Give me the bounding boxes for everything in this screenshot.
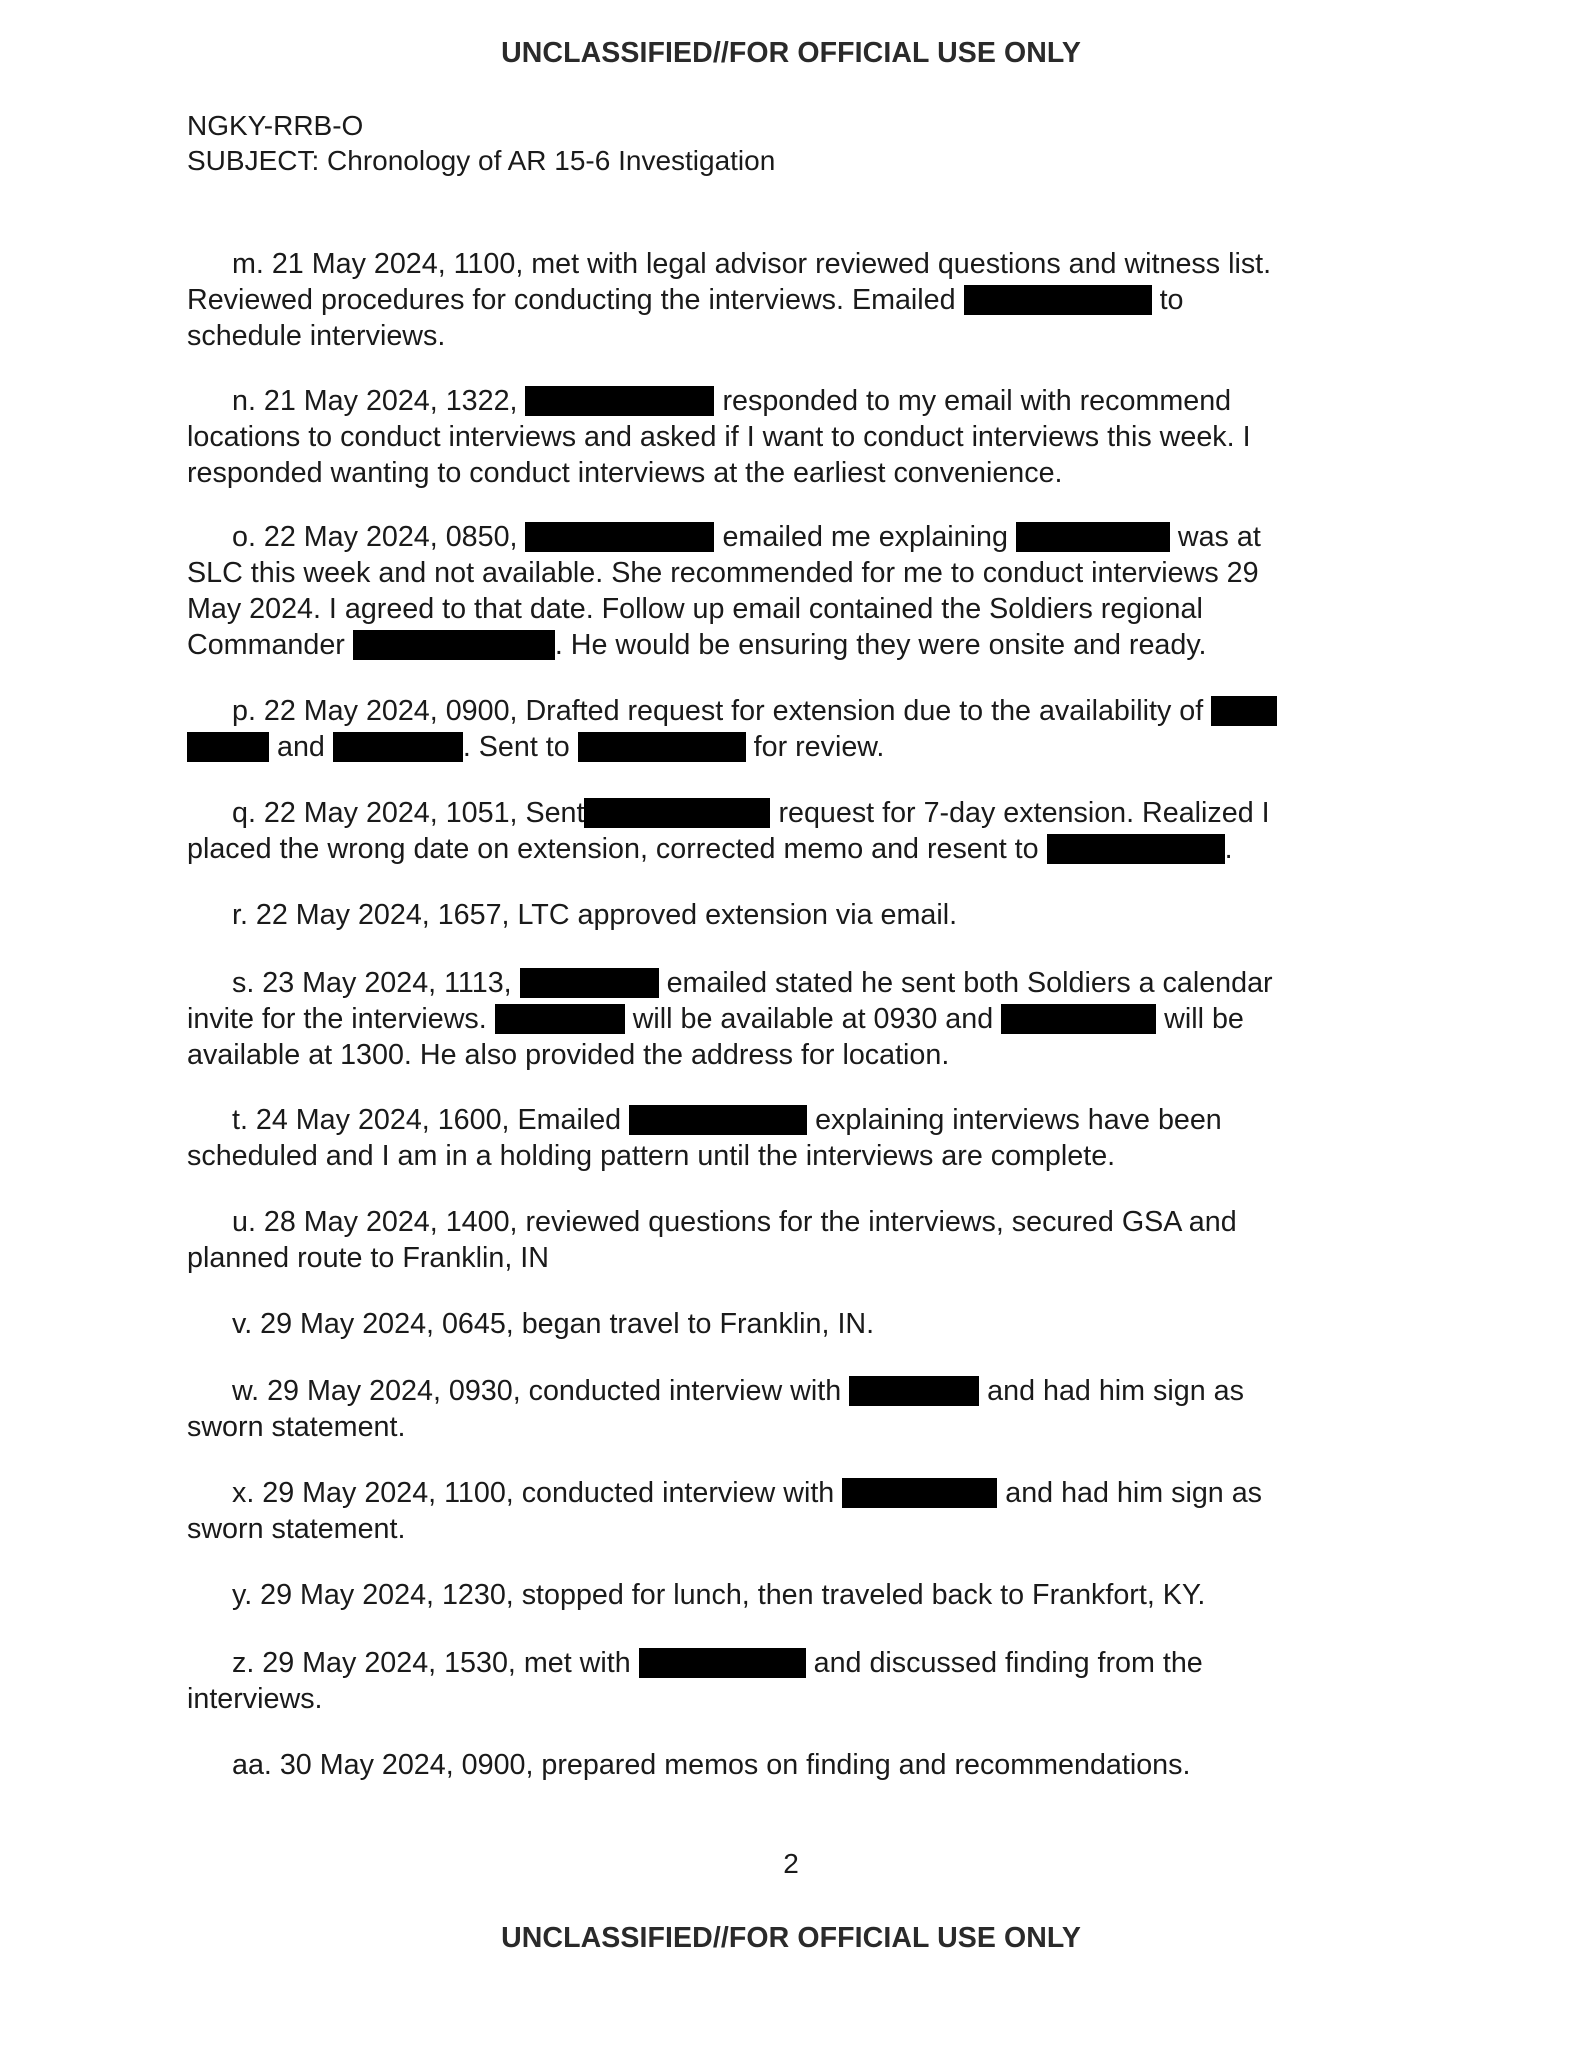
entry-text: and discussed finding from the [813, 1647, 1203, 1679]
entry-text: May 2024. I agreed to that date. Follow up email contained the Soldiers regional [187, 593, 1203, 625]
entry-text: explaining interviews have been [815, 1104, 1222, 1136]
entry-text: aa. 30 May 2024, 0900, prepared memos on finding and recommendations. [232, 1749, 1191, 1781]
redaction-box [525, 522, 714, 552]
entry-text: locations to conduct interviews and asked if I want to conduct interviews this week. I [187, 421, 1251, 453]
redaction-box [584, 798, 770, 828]
entry-text: was at [1177, 521, 1261, 553]
entry-text: and had him sign as [987, 1375, 1244, 1407]
redaction-box [842, 1478, 997, 1508]
redaction-box [520, 968, 659, 998]
entry-t [187, 1102, 1387, 1174]
office-symbol: NGKY-RRB-O [187, 110, 364, 141]
entry-text: planned route to Franklin, IN [187, 1242, 549, 1274]
entry-text: and had him sign as [1005, 1477, 1262, 1509]
redaction-box [353, 630, 555, 660]
redaction-box [1016, 522, 1170, 552]
entry-text: emailed stated he sent both Soldiers a calendar [666, 967, 1273, 999]
redaction-box [578, 732, 746, 762]
entry-text: Reviewed procedures for conducting the interviews. Emailed [187, 284, 956, 316]
entry-text: z. 29 May 2024, 1530, met with [232, 1647, 631, 1679]
entry-text: v. 29 May 2024, 0645, began travel to Franklin, IN. [232, 1308, 875, 1340]
redaction-box [525, 386, 714, 416]
redaction-box [849, 1376, 979, 1406]
redaction-box [333, 732, 463, 762]
subject-line: SUBJECT: Chronology of AR 15-6 Investigation [187, 145, 776, 176]
entry-text: x. 29 May 2024, 1100, conducted interview with [232, 1477, 835, 1509]
redaction-box [187, 732, 269, 762]
entry-text: r. 22 May 2024, 1657, LTC approved extension via email. [232, 899, 958, 931]
entry-x [187, 1475, 1387, 1547]
entry-text: o. 22 May 2024, 0850, [232, 521, 518, 553]
entry-v [187, 1306, 1387, 1342]
entry-z [187, 1645, 1387, 1717]
page-number: 2 [783, 1848, 799, 1879]
entry-text: t. 24 May 2024, 1600, Emailed [232, 1104, 622, 1136]
entry-q [187, 795, 1387, 867]
entry-text: for review. [753, 731, 885, 763]
entry-text: Commander [187, 629, 345, 661]
entry-text: interviews. [187, 1683, 323, 1715]
entry-text: placed the wrong date on extension, corrected memo and resent to [187, 833, 1039, 865]
entry-text: to [1159, 284, 1184, 316]
entry-text: will be [1164, 1003, 1244, 1035]
entry-text: SLC this week and not available. She recommended for me to conduct interviews 29 [187, 557, 1259, 589]
entry-o [187, 519, 1387, 663]
redaction-box [629, 1105, 807, 1135]
entry-text: and [276, 731, 325, 763]
entry-text: p. 22 May 2024, 0900, Drafted request for extension due to the availability of [232, 695, 1204, 727]
entry-text: responded to my email with recommend [722, 385, 1232, 417]
entry-text: request for 7-day extension. Realized I [778, 797, 1270, 829]
entry-text: y. 29 May 2024, 1230, stopped for lunch, then traveled back to Frankfort, KY. [232, 1579, 1206, 1611]
entry-u [187, 1204, 1387, 1276]
entry-text: . He would be ensuring they were onsite and ready. [554, 629, 1207, 661]
entry-text: s. 23 May 2024, 1113, [232, 967, 512, 999]
entry-text: . [1224, 833, 1233, 865]
redaction-box [495, 1004, 625, 1034]
entry-n [187, 383, 1387, 491]
entry-r [187, 897, 1387, 933]
redaction-box [964, 285, 1152, 315]
entry-text: n. 21 May 2024, 1322, [232, 385, 518, 417]
entry-text: scheduled and I am in a holding pattern until the interviews are complete. [187, 1140, 1116, 1172]
entry-text: m. 21 May 2024, 1100, met with legal advisor reviewed questions and witness list. [232, 248, 1272, 280]
entry-text: responded wanting to conduct interviews at the earliest convenience. [187, 457, 1063, 489]
entry-text: emailed me explaining [722, 521, 1008, 553]
entry-text: will be available at 0930 and [632, 1003, 994, 1035]
entry-m [187, 246, 1387, 354]
entry-y [187, 1577, 1387, 1613]
entry-aa [187, 1747, 1387, 1783]
entry-text: q. 22 May 2024, 1051, Sent [232, 797, 585, 829]
entry-text: sworn statement. [187, 1411, 406, 1443]
entry-text: w. 29 May 2024, 0930, conducted interview with [232, 1375, 842, 1407]
redaction-box [1047, 834, 1225, 864]
entry-text: invite for the interviews. [187, 1003, 487, 1035]
entry-p [187, 693, 1387, 765]
redaction-box [639, 1648, 806, 1678]
entry-text: sworn statement. [187, 1513, 406, 1545]
entry-s [187, 965, 1387, 1073]
entry-text: available at 1300. He also provided the address for location. [187, 1039, 950, 1071]
entry-text: schedule interviews. [187, 320, 446, 352]
classification-banner-bottom: UNCLASSIFIED//FOR OFFICIAL USE ONLY [501, 1922, 1081, 1954]
entry-text: . Sent to [462, 731, 570, 763]
redaction-box [1211, 696, 1277, 726]
entry-w [187, 1373, 1387, 1445]
entry-text: u. 28 May 2024, 1400, reviewed questions for the interviews, secured GSA and [232, 1206, 1237, 1238]
classification-banner-top: UNCLASSIFIED//FOR OFFICIAL USE ONLY [501, 37, 1081, 69]
redaction-box [1001, 1004, 1156, 1034]
